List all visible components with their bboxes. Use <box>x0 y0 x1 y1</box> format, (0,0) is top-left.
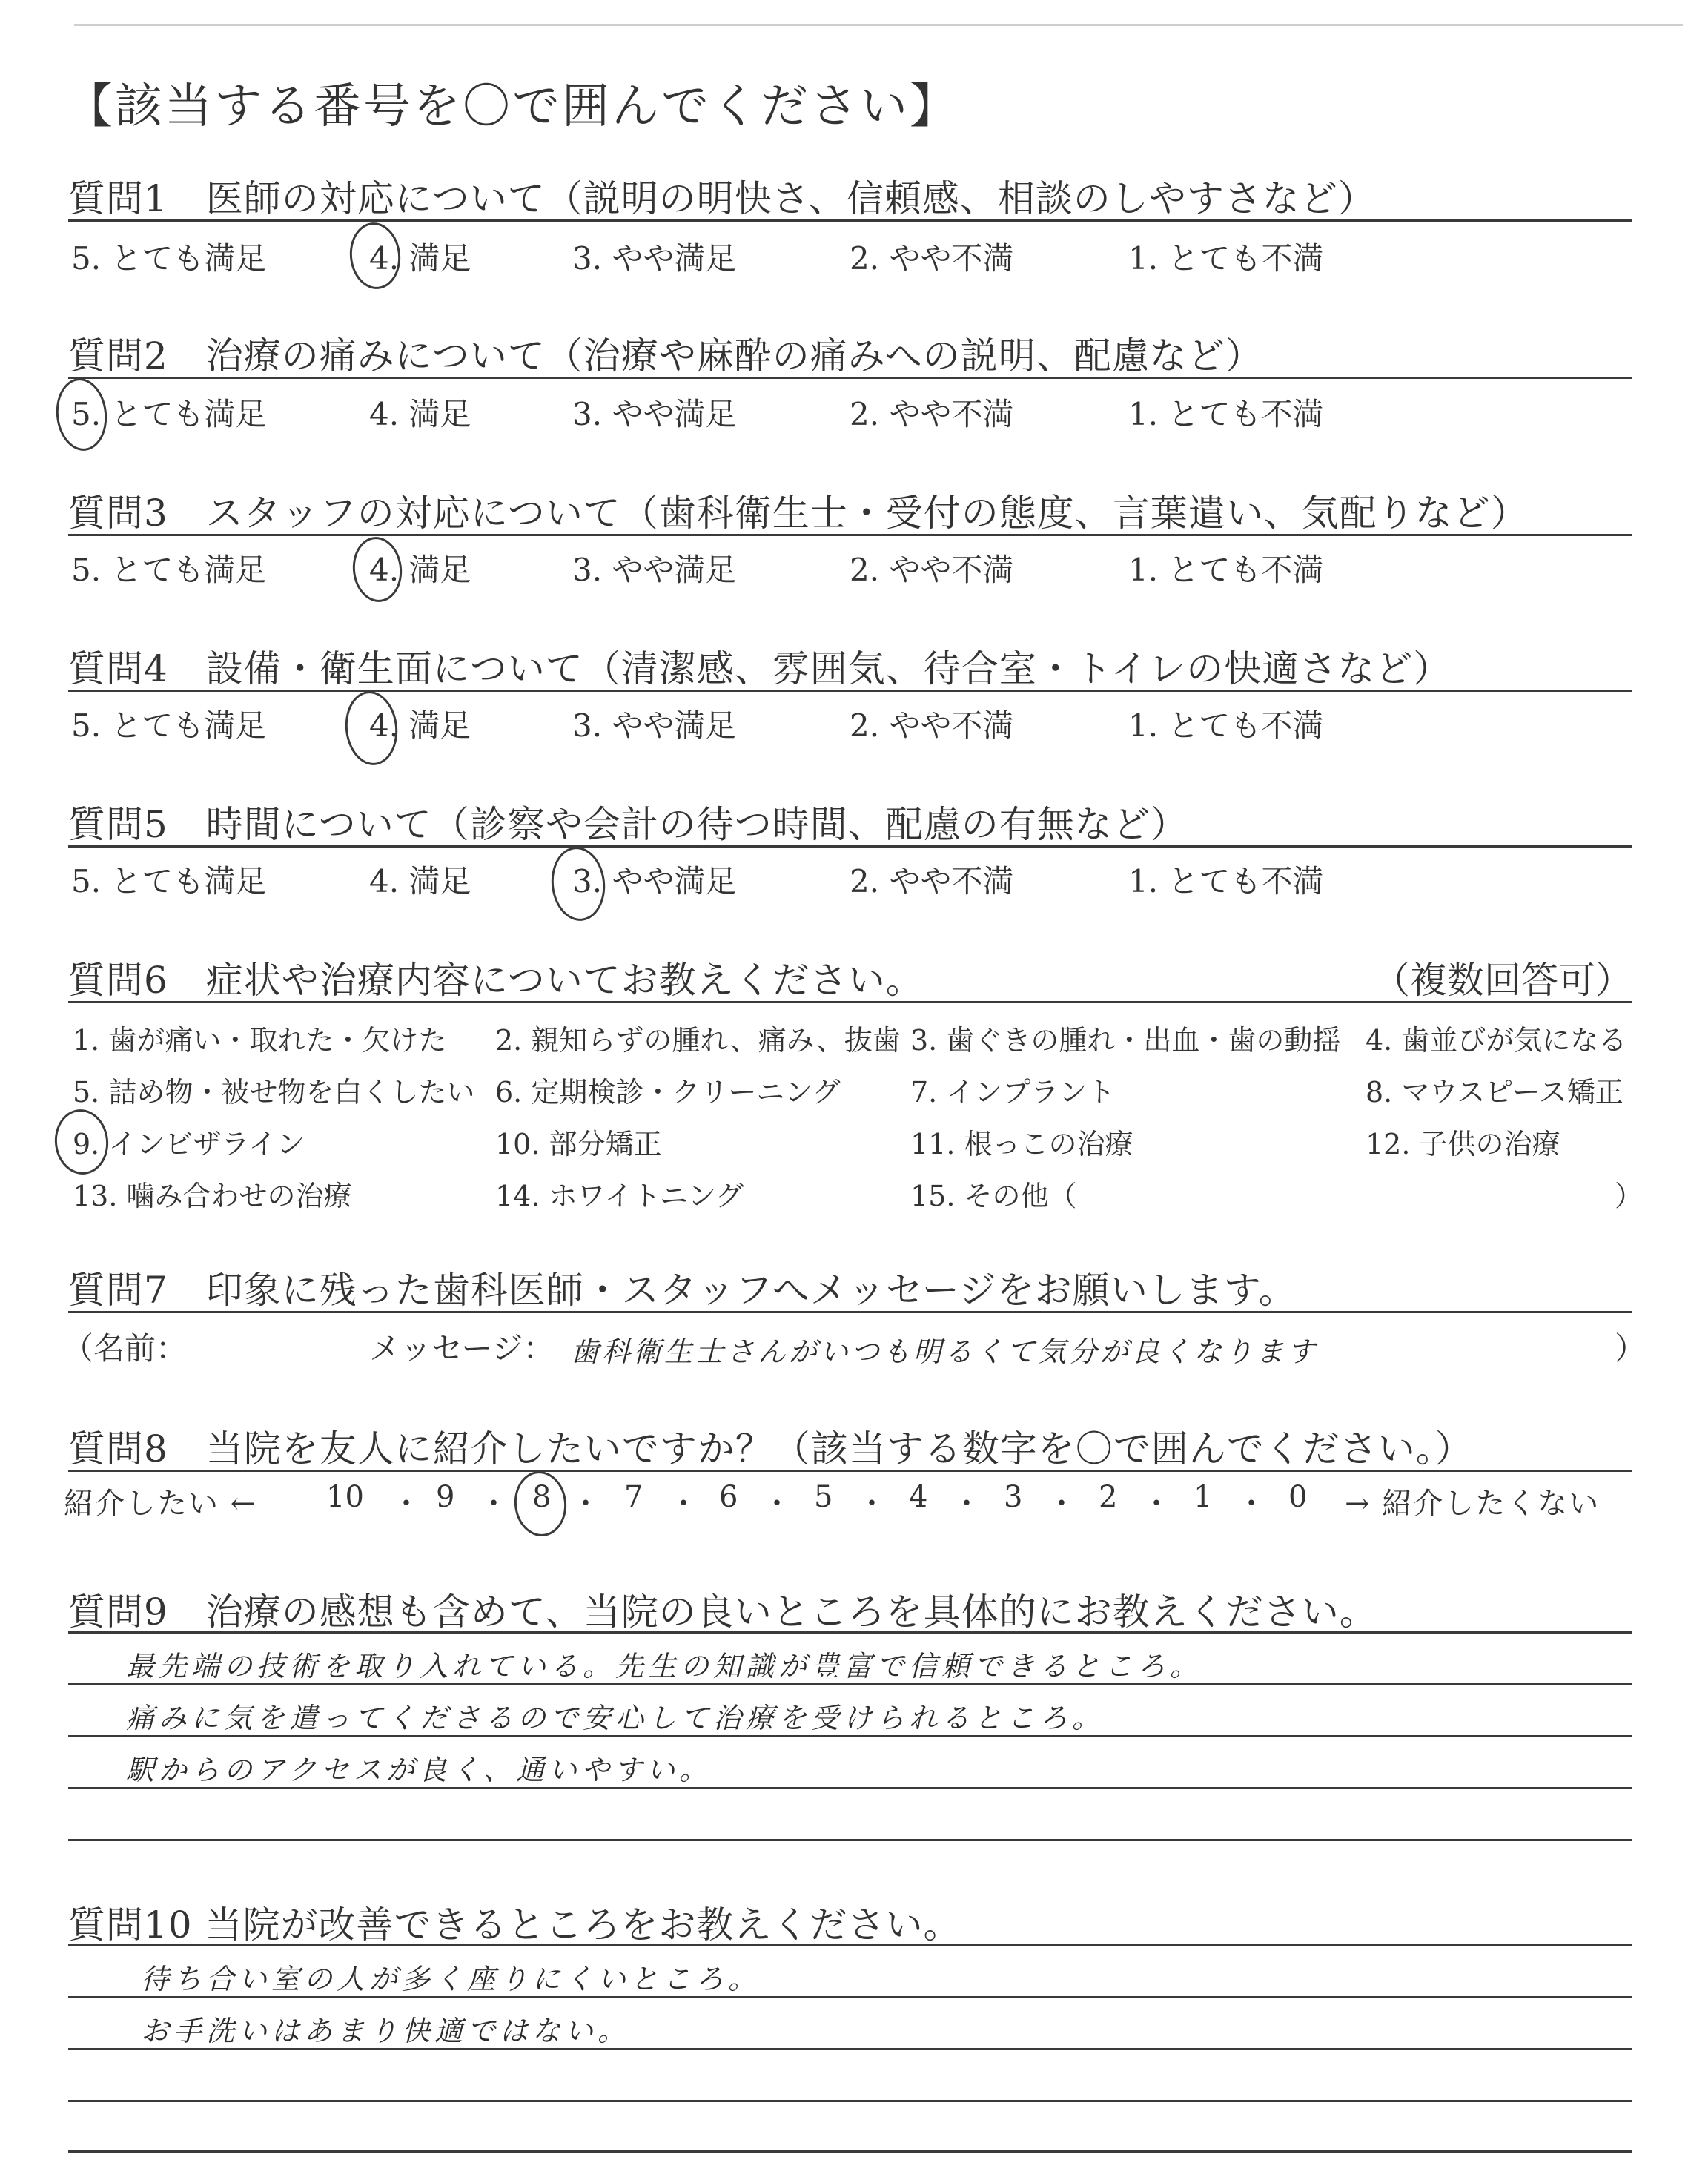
q4-option-4[interactable]: 4. 満足 <box>369 707 471 744</box>
q8-scale-dot: ・ <box>571 1487 600 1521</box>
q1-option-4[interactable]: 4. 満足 <box>369 240 471 277</box>
q6-option-9[interactable]: 9. インビザライン <box>73 1128 305 1160</box>
q2-option-3[interactable]: 3. やや満足 <box>572 396 737 432</box>
q4-selection-circle <box>342 689 401 768</box>
q6-selection-circle <box>52 1106 112 1177</box>
q8-scale-4[interactable]: 4 <box>909 1480 928 1514</box>
q10-rule <box>68 1944 1632 1946</box>
q5-option-3[interactable]: 3. やや満足 <box>572 863 737 899</box>
q1-option-3[interactable]: 3. やや満足 <box>572 240 737 277</box>
q8-scale-dot: ・ <box>391 1487 421 1521</box>
q4-title: 質問4 設備・衛生面について（清潔感、雰囲気、待合室・トイレの快適さなど） <box>68 647 1452 690</box>
q10-writing-line <box>68 2048 1632 2050</box>
q2-title: 質問2 治療の痛みについて（治療や麻酔の痛みへの説明、配慮など） <box>68 334 1263 377</box>
q5-rule <box>68 845 1632 848</box>
q3-rule <box>68 534 1632 536</box>
q8-selection-circle <box>512 1469 570 1539</box>
q6-title: 質問6 症状や治療内容についてお教えください。 <box>68 959 924 1002</box>
q8-scale-dot: ・ <box>762 1487 792 1521</box>
q6-option-12[interactable]: 12. 子供の治療 <box>1366 1128 1560 1160</box>
q9-answer-line-2: 痛みに気を遣ってくださるので安心して治療を受けられるところ。 <box>126 1702 1105 1734</box>
q2-option-2[interactable]: 2. やや不満 <box>850 396 1014 432</box>
q4-option-5[interactable]: 5. とても満足 <box>71 707 267 744</box>
q10-writing-line <box>68 2100 1632 2102</box>
q3-option-2[interactable]: 2. やや不満 <box>850 552 1014 588</box>
q8-scale-dot: ・ <box>857 1487 887 1521</box>
q10-writing-line <box>68 1996 1632 1998</box>
q7-title: 質問7 印象に残った歯科医師・スタッフへメッセージをお願いします。 <box>68 1269 1297 1312</box>
q6-option-1[interactable]: 1. 歯が痛い・取れた・欠けた <box>73 1024 447 1057</box>
q6-option-6[interactable]: 6. 定期検診・クリーニング <box>495 1076 841 1109</box>
q6-option-15[interactable]: 15. その他（ <box>910 1180 1077 1212</box>
q5-option-5[interactable]: 5. とても満足 <box>71 863 267 899</box>
q2-option-5[interactable]: 5. とても満足 <box>71 396 267 432</box>
q3-option-1[interactable]: 1. とても不満 <box>1128 552 1324 588</box>
q8-scale-dot: ・ <box>1047 1487 1076 1521</box>
q8-scale-9[interactable]: 9 <box>436 1480 455 1514</box>
q8-scale-2[interactable]: 2 <box>1099 1480 1118 1514</box>
q9-title: 質問9 治療の感想も含めて、当院の良いところを具体的にお教えください。 <box>68 1591 1377 1634</box>
scan-top-edge <box>74 24 1683 26</box>
q4-option-2[interactable]: 2. やや不満 <box>850 707 1014 744</box>
q1-option-5[interactable]: 5. とても満足 <box>71 240 267 277</box>
q2-rule <box>68 377 1632 379</box>
q5-title: 質問5 時間について（診察や会計の待つ時間、配慮の有無など） <box>68 803 1188 846</box>
q9-answer-line-1: 最先端の技術を取り入れている。先生の知識が豊富で信頼できるところ。 <box>126 1650 1203 1682</box>
q8-scale-dot: ・ <box>669 1487 698 1521</box>
q8-scale-8[interactable]: 8 <box>532 1480 552 1514</box>
q6-option-4[interactable]: 4. 歯並びが気になる <box>1366 1024 1627 1057</box>
q6-option-14[interactable]: 14. ホワイトニング <box>495 1180 744 1212</box>
q10-answer-line-1: 待ち合い室の人が多く座りにくいところ。 <box>141 1963 761 1995</box>
q7-name-label: （名前： <box>62 1330 188 1367</box>
q8-scale-7[interactable]: 7 <box>624 1480 643 1514</box>
page-title: 【該当する番号を〇で囲んでください】 <box>65 79 959 134</box>
q8-scale-6[interactable]: 6 <box>719 1480 738 1514</box>
q5-option-1[interactable]: 1. とても不満 <box>1128 863 1324 899</box>
q6-rule <box>68 1001 1632 1003</box>
q5-option-2[interactable]: 2. やや不満 <box>850 863 1014 899</box>
q1-selection-circle <box>346 220 403 292</box>
q6-option-7[interactable]: 7. インプラント <box>910 1076 1116 1109</box>
q4-option-1[interactable]: 1. とても不満 <box>1128 707 1324 744</box>
q10-title: 質問10 当院が改善できるところをお教えください。 <box>68 1903 961 1946</box>
q8-scale-dot: ・ <box>952 1487 982 1521</box>
q9-writing-line <box>68 1683 1632 1685</box>
q9-answer-line-3: 駅からのアクセスが良く、通いやすい。 <box>126 1754 712 1786</box>
q10-writing-line <box>68 2150 1632 2153</box>
q6-multiple-answers-note: （複数回答可） <box>1373 959 1632 1002</box>
q8-title: 質問8 当院を友人に紹介したいですか？（該当する数字を〇で囲んでください。） <box>68 1427 1473 1470</box>
q8-rule <box>68 1470 1632 1472</box>
q6-option-3[interactable]: 3. 歯ぐきの腫れ・出血・歯の動揺 <box>910 1024 1341 1057</box>
q4-option-3[interactable]: 3. やや満足 <box>572 707 737 744</box>
q6-option-15-close-paren: ） <box>1615 1180 1644 1212</box>
q1-option-1[interactable]: 1. とても不満 <box>1128 240 1324 277</box>
q6-option-13[interactable]: 13. 噛み合わせの治療 <box>73 1180 352 1212</box>
q8-right-label: → 紹介したくない <box>1345 1487 1601 1521</box>
q9-writing-line <box>68 1735 1632 1737</box>
q3-option-4[interactable]: 4. 満足 <box>369 552 471 588</box>
q8-scale-dot: ・ <box>1237 1487 1266 1521</box>
q8-scale-0[interactable]: 0 <box>1288 1480 1308 1514</box>
q9-writing-line <box>68 1787 1632 1789</box>
q7-message-label: メッセージ： <box>369 1330 555 1367</box>
q8-scale-dot: ・ <box>479 1487 509 1521</box>
q8-scale-10[interactable]: 10 <box>326 1480 364 1514</box>
q3-selection-circle <box>350 535 406 604</box>
q4-rule <box>68 690 1632 692</box>
q1-rule <box>68 219 1632 222</box>
q2-selection-circle <box>53 376 110 454</box>
q6-option-2[interactable]: 2. 親知らずの腫れ、痛み、抜歯 <box>495 1024 901 1057</box>
q6-option-8[interactable]: 8. マウスピース矯正 <box>1366 1076 1623 1109</box>
q5-option-4[interactable]: 4. 満足 <box>369 863 471 899</box>
q7-close-paren: ） <box>1615 1330 1646 1367</box>
q7-rule <box>68 1311 1632 1313</box>
q6-option-11[interactable]: 11. 根っこの治療 <box>910 1128 1133 1160</box>
q7-handwritten-message: 歯科衛生士さんがいつも明るくて気分が良くなります <box>571 1335 1319 1368</box>
q8-scale-3[interactable]: 3 <box>1004 1480 1023 1514</box>
q1-title: 質問1 医師の対応について（説明の明快さ、信頼感、相談のしやすさなど） <box>68 177 1376 220</box>
q3-title: 質問3 スタッフの対応について（歯科衛生士・受付の態度、言葉遣い、気配りなど） <box>68 492 1529 535</box>
q3-option-3[interactable]: 3. やや満足 <box>572 552 737 588</box>
q8-scale-dot: ・ <box>1142 1487 1171 1521</box>
q2-option-4[interactable]: 4. 満足 <box>369 396 471 432</box>
q6-option-10[interactable]: 10. 部分矯正 <box>495 1128 662 1160</box>
q5-selection-circle <box>548 845 609 924</box>
q9-rule <box>68 1631 1632 1634</box>
q8-left-label: 紹介したい ← <box>64 1487 257 1521</box>
q2-option-1[interactable]: 1. とても不満 <box>1128 396 1324 432</box>
q8-scale-1[interactable]: 1 <box>1194 1480 1213 1514</box>
q1-option-2[interactable]: 2. やや不満 <box>850 240 1014 277</box>
q10-answer-line-2: お手洗いはあまり快適ではない。 <box>141 2015 631 2047</box>
q9-writing-line <box>68 1839 1632 1841</box>
q8-scale-5[interactable]: 5 <box>814 1480 833 1514</box>
q6-option-5[interactable]: 5. 詰め物・被せ物を白くしたい <box>73 1076 475 1109</box>
q3-option-5[interactable]: 5. とても満足 <box>71 552 267 588</box>
